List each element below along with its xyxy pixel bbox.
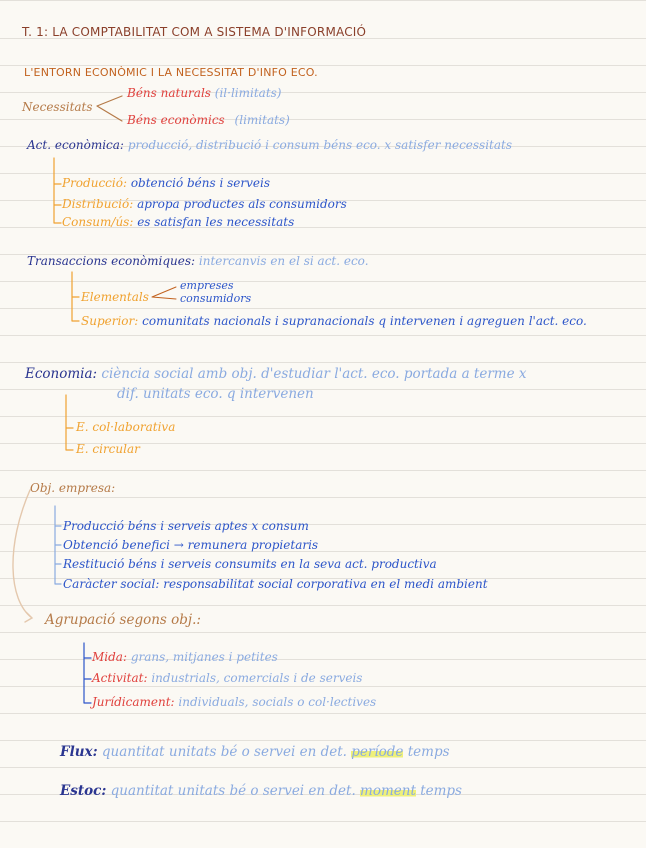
act-eco-line bbox=[27, 139, 512, 151]
estoc-label: Estoc: bbox=[60, 783, 107, 799]
bens-economics-line bbox=[127, 114, 290, 126]
act-eco-definition: producció, distribució i consum béns eco. x satisfer necessitats bbox=[127, 138, 513, 152]
obj-item: Producció béns i serveis aptes x consum bbox=[63, 519, 309, 533]
branch-consumidors: consumidors bbox=[180, 292, 252, 305]
obj-item: Restitució béns i serveis consumits en la seva act. productiva bbox=[63, 557, 437, 571]
page-title: T. 1: LA COMPTABILITAT COM A SISTEMA D'INFORMACIÓ bbox=[22, 25, 367, 39]
economia-definition-cont: dif. unitats eco. q intervenen bbox=[117, 386, 314, 402]
transaccions-line bbox=[27, 255, 369, 267]
act-eco-item: Consum/ús: es satisfan les necessitats bbox=[62, 215, 295, 229]
elementals-branch bbox=[152, 287, 176, 299]
estoc-highlight: moment bbox=[360, 783, 416, 799]
act-eco-label: Act. econòmica: bbox=[27, 138, 124, 152]
necessitats-branch bbox=[97, 96, 122, 121]
section-heading: L'ENTORN ECONÒMIC I LA NECESSITAT D'INFO ECO. bbox=[24, 66, 318, 79]
necessitats-label: Necessitats bbox=[22, 100, 93, 114]
obj-item: Obtenció benefici → remunera propietaris bbox=[63, 538, 319, 552]
elementals-label: Elementals bbox=[81, 290, 149, 304]
obj-item: Caràcter social: responsabilitat social corporativa en el medi ambient bbox=[63, 577, 488, 591]
obj-curve-arrow bbox=[13, 490, 32, 622]
economia-label: Economia: bbox=[25, 366, 98, 382]
flux-highlight: període bbox=[351, 744, 404, 760]
transaccions-label: Transaccions econòmiques: bbox=[27, 254, 196, 268]
obj-bracket bbox=[55, 506, 61, 584]
economia-definition: ciència social amb obj. d'estudiar l'act. eco. portada a terme x bbox=[101, 366, 527, 382]
superior-text: comunitats nacionals i supranacionals q intervenen i agreguen l'act. eco. bbox=[142, 314, 587, 328]
economia-item: E. circular bbox=[76, 442, 140, 456]
flux-line: Flux: quantitat unitats bé o servei en det. període temps bbox=[60, 744, 450, 760]
agrupacio-bracket bbox=[84, 643, 91, 703]
branch-empreses: empreses bbox=[180, 279, 234, 292]
bens-naturals-note: (il·limitats) bbox=[214, 86, 282, 100]
agrupacio-item: Mida: grans, mitjanes i petites bbox=[92, 650, 278, 664]
agrupacio-label: Agrupació segons obj.: bbox=[45, 612, 201, 628]
bens-economics-note: (limitats) bbox=[234, 113, 290, 127]
flux-label: Flux: bbox=[60, 744, 98, 760]
act-eco-item: Distribució: apropa productes als consumidors bbox=[62, 197, 347, 211]
bens-naturals-line bbox=[127, 87, 281, 99]
act-eco-item: Producció: obtenció béns i serveis bbox=[62, 176, 270, 190]
bens-naturals-label: Béns naturals bbox=[127, 86, 211, 100]
transaccions-definition: intercanvis en el si act. eco. bbox=[198, 254, 369, 268]
estoc-line: Estoc: quantitat unitats bé o servei en det. moment temps bbox=[60, 783, 462, 799]
obj-empresa-label: Obj. empresa: bbox=[30, 481, 116, 495]
superior-label: Superior: bbox=[81, 314, 139, 328]
bens-economics-label: Béns econòmics bbox=[127, 113, 225, 127]
agrupacio-item: Activitat: industrials, comercials i de serveis bbox=[92, 671, 363, 685]
agrupacio-item: Jurídicament: individuals, socials o col·lectives bbox=[92, 695, 377, 709]
economia-item: E. col·laborativa bbox=[76, 420, 176, 434]
economia-line bbox=[25, 368, 526, 382]
economia-bracket bbox=[66, 395, 73, 450]
superior-line bbox=[81, 315, 587, 327]
transaccions-bracket bbox=[72, 272, 79, 321]
act-eco-bracket bbox=[54, 158, 61, 223]
